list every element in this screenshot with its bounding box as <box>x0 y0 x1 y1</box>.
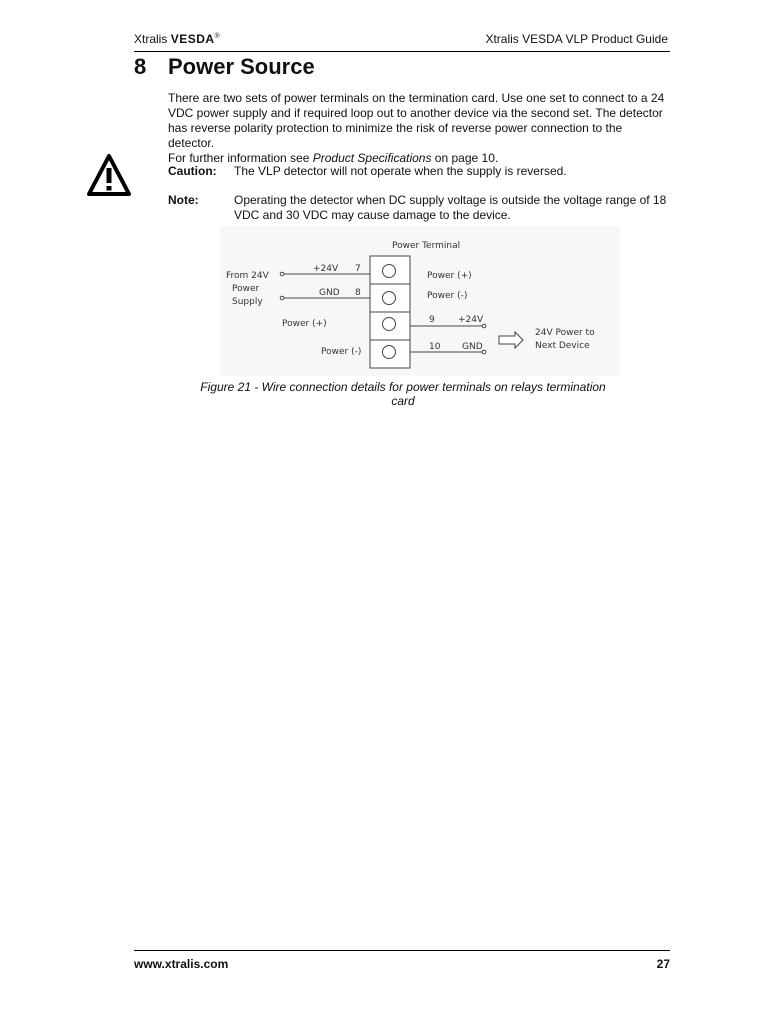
terminal-label: Power (-) <box>321 347 362 357</box>
terminal-screw <box>383 292 396 305</box>
intro-paragraph <box>168 91 668 166</box>
footer-divider <box>134 950 670 951</box>
pin-number: 7 <box>355 264 361 274</box>
terminal-label: Power (-) <box>427 291 468 301</box>
wire-label: +24V <box>458 315 484 325</box>
header-guide-title: Xtralis VESDA VLP Product Guide <box>485 32 668 46</box>
para-text: on page 10. <box>431 151 499 165</box>
para-line: There are two sets of power terminals on the termination card. Use one set to connect to a 24 <box>168 91 665 105</box>
para-line: has reverse polarity protection to minimize the risk of reverse power connection to the detector. <box>168 121 623 150</box>
wiring-diagram <box>220 226 620 376</box>
figure-caption <box>200 380 606 408</box>
product-specifications-link[interactable]: Product Specifications <box>312 151 432 165</box>
destination-label: Next Device <box>535 341 590 351</box>
source-label: Power <box>232 284 260 294</box>
pin-number: 9 <box>429 315 435 325</box>
header-company-name: Xtralis <box>134 32 168 46</box>
terminal-label: Power (+) <box>427 271 472 281</box>
warning-triangle-icon <box>86 153 132 199</box>
terminal-screw <box>383 318 396 331</box>
footer-page-number: 27 <box>656 957 670 971</box>
header-brand-mark: ® <box>214 33 220 40</box>
caption-line: Figure 21 - Wire connection details for power terminals on relays termination <box>200 380 606 394</box>
footer-website[interactable]: www.xtralis.com <box>134 957 229 971</box>
caution-text: The VLP detector will not operate when the supply is reversed. <box>234 164 567 178</box>
section-number: 8 <box>134 54 147 79</box>
terminal-screw <box>383 265 396 278</box>
note-label: Note: <box>168 193 199 207</box>
header-divider <box>134 51 670 52</box>
destination-label: 24V Power to <box>535 328 595 338</box>
pin-number: 8 <box>355 288 361 298</box>
source-label: Supply <box>232 297 263 307</box>
note-text: Operating the detector when DC supply voltage is outside the voltage range of 18 VDC and 30 VDC may cause damage to the device. <box>234 193 667 222</box>
header-brand: VESDA <box>170 32 215 46</box>
terminal-label: Power (+) <box>282 319 327 329</box>
wire-label: +24V <box>313 264 339 274</box>
caution-label: Caution: <box>168 164 217 178</box>
section-title: Power Source <box>168 54 315 79</box>
caption-line: card <box>391 394 415 408</box>
terminal-title: Power Terminal <box>392 241 461 251</box>
wire-label: GND <box>319 288 340 298</box>
para-line: VDC power supply and if required loop out to another device via the second set. The detector <box>168 106 663 120</box>
para-text: For further information see <box>168 151 313 165</box>
pin-number: 10 <box>429 342 441 352</box>
terminal-screw <box>383 346 396 359</box>
source-label: From 24V <box>226 271 269 281</box>
wire-label: GND <box>462 342 483 352</box>
header-company <box>134 32 220 46</box>
